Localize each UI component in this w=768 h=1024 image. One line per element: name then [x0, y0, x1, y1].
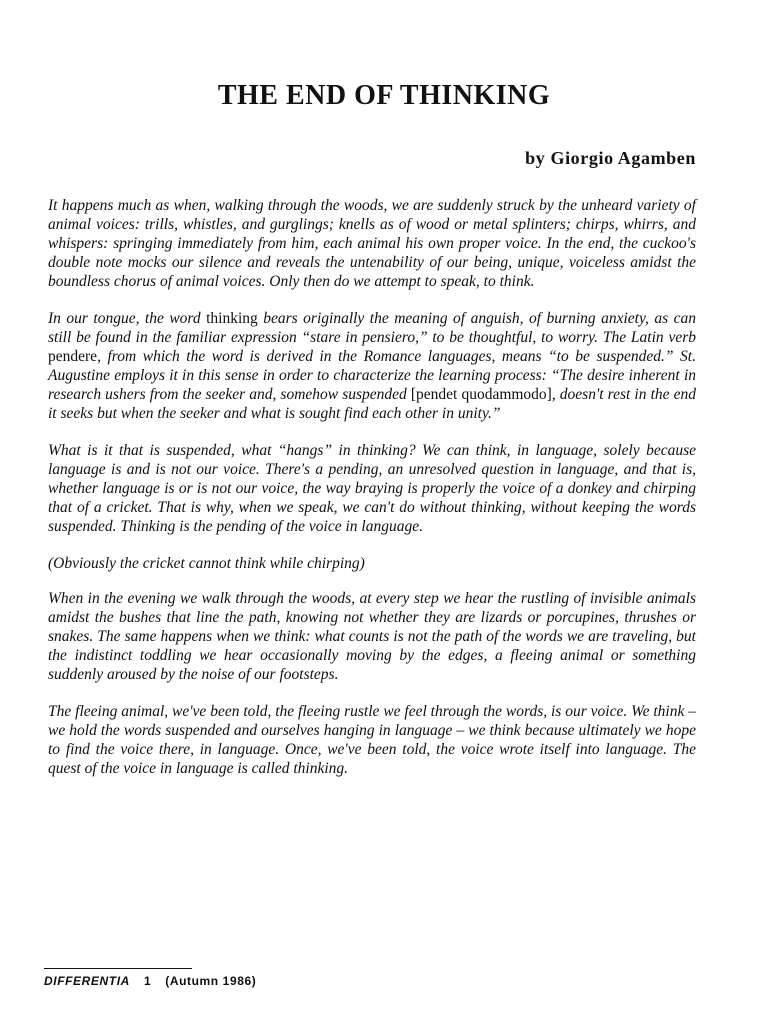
paragraph-2-text-a: In our tongue, the word [48, 310, 207, 327]
term-pendet-quodammodo: [pendet quodammodo] [410, 386, 552, 403]
paragraph-4: (Obviously the cricket cannot think while chirping) [48, 555, 365, 572]
paragraph-2-text-c: bears originally the meaning of anguish, of burning anxiety, as can still be found in the familiar expression “stare in pensiero,” to be thoughtful, to worry. The Latin verb [48, 310, 696, 346]
paragraph-2-text-e: , from which the word is derived in the Romance languages, means “to be suspended.” St. Augustine employs it in this sense in order to characterize the learning process: “The desire inherent in research ushers from the seeker and, somehow suspended [48, 348, 696, 403]
footer-date: (Autumn 1986) [165, 974, 257, 988]
footer-citation [44, 974, 256, 988]
paragraph-3: What is it that is suspended, what “hangs” in thinking? We can think, in language, solely because language is and is not our voice. There's a pending, an unresolved question in language, and that is, whether language is or is not our voice, the way braying is properly the voice of a donkey and chirping that of a cricket. That is why, when we speak, we can't do without thinking, without keeping the words suspended. Thinking is the pending of the voice in language. [48, 442, 696, 535]
paragraph-1: It happens much as when, walking through the woods, we are suddenly struck by the unheard variety of animal voices: trills, whistles, and gurglings; knells as of wood or metal splinters; chirps, whirrs, and whispers: springing immediately from him, each animal his own proper voice. In the end, the cuckoo's double note mocks our silence and reveals the untenability of our being, unique, voiceless amidst the boundless chorus of animal voices. Only then do we attempt to speak, to think. [48, 197, 696, 290]
paragraph-2 [48, 309, 696, 423]
footer-rule [44, 968, 192, 969]
term-thinking: thinking [206, 310, 258, 327]
article-body [48, 196, 696, 796]
paragraph-6: The fleeing animal, we've been told, the fleeing rustle we feel through the words, is our voice. We think – we hold the words suspended and ourselves hanging in language – we think because ultimately we hope to find the voice there, in language. Once, we've been told, the voice wrote itself into language. The quest of the voice in language is called thinking. [48, 703, 696, 777]
article-title: THE END OF THINKING [217, 80, 551, 111]
term-pendere: pendere [48, 348, 98, 365]
paragraph-2-text-g: , doesn't rest in the end it seeks but when the seeker and what is sought find each other in unity.” [48, 386, 696, 422]
paragraph-5: When in the evening we walk through the woods, at every step we hear the rustling of invisible animals amidst the bushes that line the path, knowing not whether they are lizards or porcupines, thrushes or snakes. The same happens when we think: what counts is not the path of the words we are traveling, but the indistinct toddling we hear occasionally moving by the edges, a fleeing animal or something suddenly aroused by the noise of our footsteps. [48, 590, 696, 683]
footer-journal: DIFFERENTIA [44, 974, 130, 988]
footer-issue: 1 [143, 974, 152, 988]
author-byline: by Giorgio Agamben [525, 148, 696, 168]
